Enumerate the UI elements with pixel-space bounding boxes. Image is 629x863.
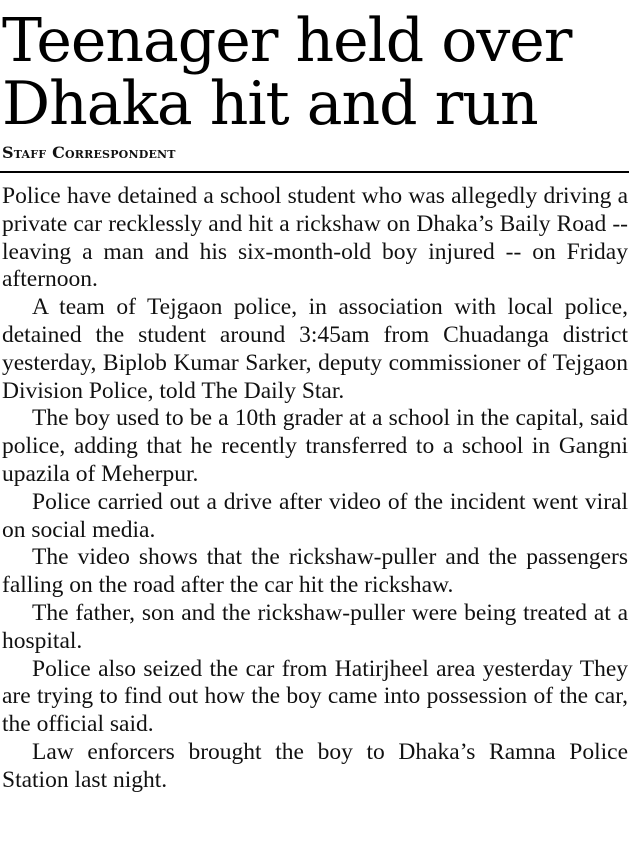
paragraph-5: The video shows that the rickshaw-puller and the passengers falling on the road after the car hit the rickshaw. (2, 544, 628, 599)
paragraph-1: Police have detained a school student who was allegedly driving a private car recklessly and hit a rickshaw on Dhaka’s Baily Road -- leaving a man and his six-month-old boy injured -- on Friday afternoon. (2, 183, 628, 293)
paragraph-3: The boy used to be a 10th grader at a school in the capital, said police, adding that he recently transferred to a school in Gangni upazila of Meherpur. (2, 405, 628, 487)
headline-line-2: Dhaka hit and run (2, 69, 538, 139)
divider (0, 171, 629, 173)
paragraph-7: Police also seized the car from Hatirjheel area yesterday They are trying to find out how the boy came into possession of the car, the official said. (2, 655, 628, 738)
article-body (0, 183, 629, 795)
paragraph-2: A team of Tejgaon police, in association with local police, detained the student around 3:45am from Chuadanga district yesterday, Biplob Kumar Sarker, deputy commissioner of Tejgaon Division Police, told The Daily Star. (2, 294, 628, 404)
paragraph-4: Police carried out a drive after video of the incident went viral on social media. (2, 488, 628, 543)
paragraph-8: Law enforcers brought the boy to Dhaka’s Ramna Police Station last night. (2, 738, 628, 793)
headline (0, 0, 629, 139)
paragraph-6: The father, son and the rickshaw-puller were being treated at a hospital. (2, 599, 628, 654)
headline-line-1: Teenager held over (2, 6, 572, 76)
byline: Staff Correspondent (2, 143, 176, 162)
